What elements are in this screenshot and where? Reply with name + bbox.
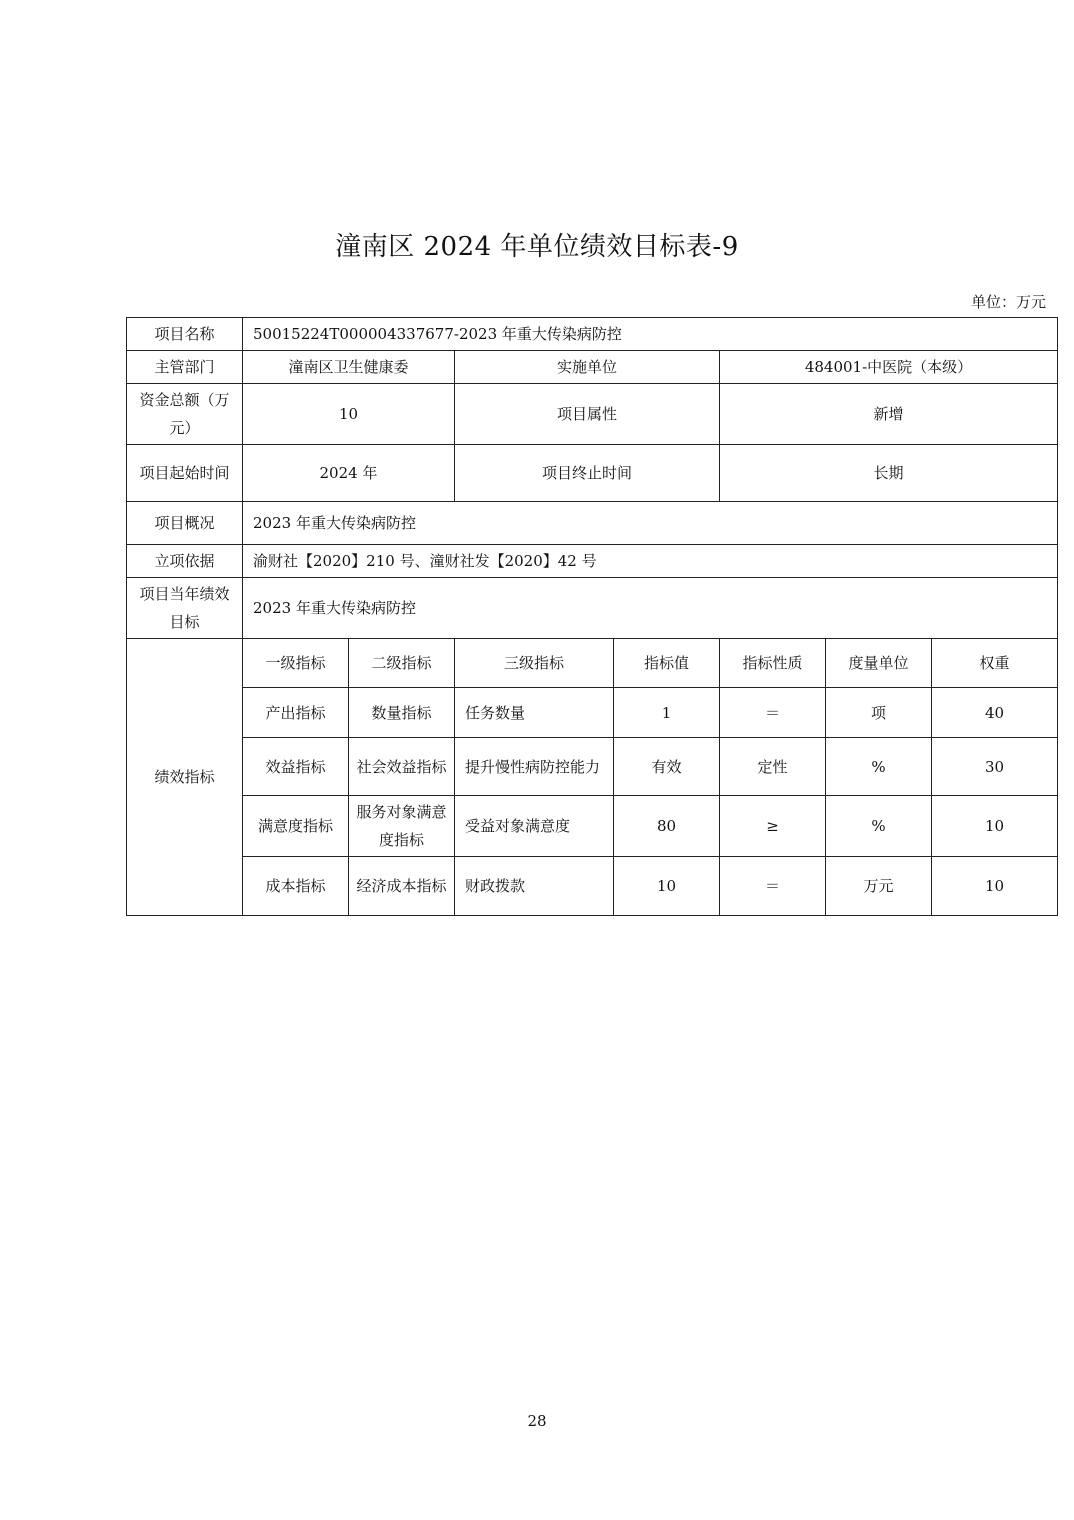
end-value: 长期 <box>720 445 1058 502</box>
project-name-value: 50015224T000004337677-2023 年重大传染病防控 <box>243 318 1058 351</box>
cell-weight: 30 <box>932 738 1058 796</box>
cell-value: 有效 <box>614 738 720 796</box>
start-value: 2024 年 <box>243 445 455 502</box>
goal-value: 2023 年重大传染病防控 <box>243 578 1058 639</box>
basis-value: 渝财社【2020】210 号、潼财社发【2020】42 号 <box>243 545 1058 578</box>
table-row <box>127 796 1058 857</box>
header-nature: 指标性质 <box>720 639 826 688</box>
cell-value: 10 <box>614 857 720 916</box>
cell-level3: 任务数量 <box>455 688 614 738</box>
cell-level2: 社会效益指标 <box>349 738 455 796</box>
cell-weight: 10 <box>932 857 1058 916</box>
header-unit: 度量单位 <box>826 639 932 688</box>
cell-level2: 数量指标 <box>349 688 455 738</box>
dept-label: 主管部门 <box>127 351 243 384</box>
unit-label: 单位：万元 <box>970 293 1046 311</box>
table-row <box>127 857 1058 916</box>
header-level3: 三级指标 <box>455 639 614 688</box>
header-value: 指标值 <box>614 639 720 688</box>
performance-target-table <box>126 317 1058 916</box>
cell-unit: 项 <box>826 688 932 738</box>
cell-value: 1 <box>614 688 720 738</box>
cell-level2: 经济成本指标 <box>349 857 455 916</box>
cell-level2: 服务对象满意度指标 <box>349 796 455 857</box>
start-label: 项目起始时间 <box>127 445 243 502</box>
cell-level1: 满意度指标 <box>243 796 349 857</box>
dept-value: 潼南区卫生健康委 <box>243 351 455 384</box>
basis-label: 立项依据 <box>127 545 243 578</box>
table-row <box>127 688 1058 738</box>
cell-unit: 万元 <box>826 857 932 916</box>
cell-level1: 产出指标 <box>243 688 349 738</box>
impl-value: 484001-中医院（本级） <box>720 351 1058 384</box>
fund-value: 10 <box>243 384 455 445</box>
cell-value: 80 <box>614 796 720 857</box>
table-row <box>127 738 1058 796</box>
cell-unit: % <box>826 796 932 857</box>
cell-level1: 成本指标 <box>243 857 349 916</box>
cell-nature: ≥ <box>720 796 826 857</box>
overview-label: 项目概况 <box>127 502 243 545</box>
end-label: 项目终止时间 <box>455 445 720 502</box>
fund-label: 资金总额（万元） <box>127 384 243 445</box>
cell-level3: 受益对象满意度 <box>455 796 614 857</box>
cell-nature: 定性 <box>720 738 826 796</box>
header-level2: 二级指标 <box>349 639 455 688</box>
attr-label: 项目属性 <box>455 384 720 445</box>
cell-level1: 效益指标 <box>243 738 349 796</box>
attr-value: 新增 <box>720 384 1058 445</box>
header-weight: 权重 <box>932 639 1058 688</box>
project-name-label: 项目名称 <box>127 318 243 351</box>
cell-unit: % <box>826 738 932 796</box>
goal-label: 项目当年绩效目标 <box>127 578 243 639</box>
cell-level3: 财政拨款 <box>455 857 614 916</box>
page-number: 28 <box>527 1412 547 1430</box>
cell-level3: 提升慢性病防控能力 <box>455 738 614 796</box>
page-title: 潼南区 2024 年单位绩效目标表-9 <box>335 232 739 262</box>
header-level1: 一级指标 <box>243 639 349 688</box>
overview-value: 2023 年重大传染病防控 <box>243 502 1058 545</box>
cell-weight: 10 <box>932 796 1058 857</box>
impl-label: 实施单位 <box>455 351 720 384</box>
cell-weight: 40 <box>932 688 1058 738</box>
cell-nature: ＝ <box>720 857 826 916</box>
performance-label: 绩效指标 <box>127 639 243 916</box>
cell-nature: ＝ <box>720 688 826 738</box>
